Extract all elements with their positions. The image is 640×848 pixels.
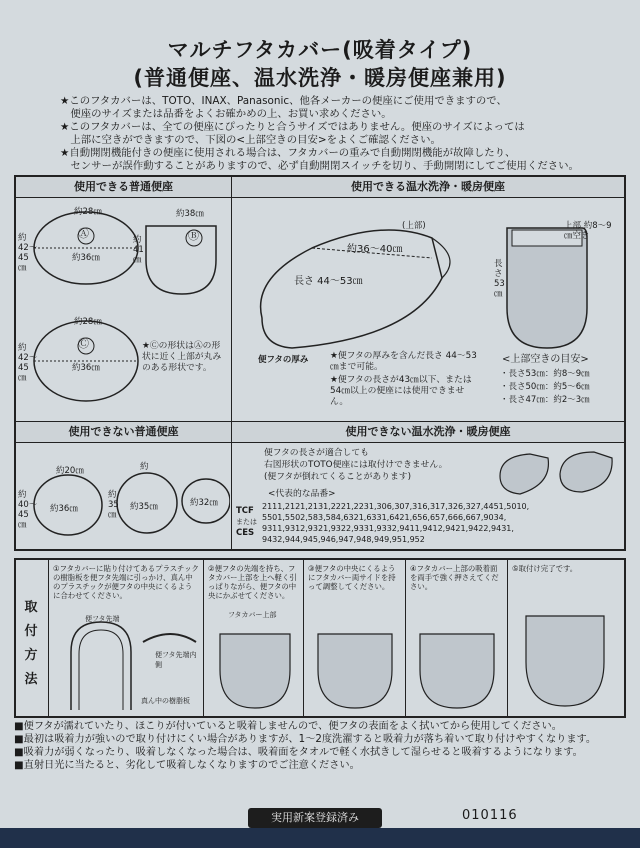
c-letter: Ⓒ: [78, 337, 89, 350]
a-width: 約36㎝: [72, 253, 100, 263]
install-step-5: [507, 560, 624, 716]
install-step-2: [203, 560, 303, 716]
tcf-line-2: 5501,5502,583,584,6321,6331,6421,656,657,666,667,9034,: [262, 513, 507, 522]
step-1-text: ①フタカバーに貼り付けてあるプラスチックの樹脂板を便フタ先端に引っかけ、真ん中のプラスチックが便フタの中央にくるように合わせてください。: [53, 564, 199, 600]
a-letter: Ⓐ: [78, 227, 89, 240]
note-line: ★このフタカバーは、全ての便座にぴったりと合うサイズではありません。便座のサイズによっては: [60, 121, 525, 133]
product-code: 010116: [462, 808, 518, 823]
gap-title: <上部空きの目安>: [502, 354, 589, 365]
c-shape-note: ★Ⓒの形状はⒶの形状に近く上部が丸みのある形状です。: [142, 341, 222, 373]
step-1-label-c: 真ん中の樹脂板: [141, 697, 190, 705]
step-5-text: ⑤取付け完了です。: [512, 564, 578, 573]
patent-badge: 実用新案登録済み: [248, 808, 382, 828]
a-height: 約42〜45㎝: [18, 233, 38, 273]
usable-washlet-panel: [232, 177, 624, 422]
s1-height: 約40〜45㎝: [18, 490, 38, 530]
step-2-drawing: [206, 630, 302, 710]
step-5-drawing: [510, 612, 620, 712]
models-title: <代表的な品番>: [268, 489, 336, 499]
a-top-width: 約28㎝: [74, 207, 102, 217]
footer-line: ■吸着力が弱くなったり、吸着しなくなった場合は、吸着面をタオルで軽く水拭きして湿らせると吸着するようになります。: [14, 747, 583, 758]
usable-regular-header: 使用できる普通便座: [16, 177, 231, 198]
washlet-top-label: (上部): [402, 221, 426, 231]
s2-width: 約35㎝: [130, 502, 158, 512]
note-line: センサーが誤作動することがありますので、必ず自動開閉スイッチを切り、手動開閉にしてご使用ください。: [60, 160, 579, 172]
or-label: または: [236, 518, 257, 526]
c-top-width: 約28㎝: [74, 317, 102, 327]
install-step-4: [405, 560, 507, 716]
install-label: 取付方法: [24, 600, 38, 687]
step-1-label-a: 便フタ先端: [85, 615, 120, 623]
usable-regular-panel: [16, 177, 232, 422]
size-chart: [14, 175, 626, 551]
c-width: 約36㎝: [72, 363, 100, 373]
note-line: ★このフタカバーは、TOTO、INAX、Panasonic、他各メーカーの便座にご使用できますので、: [60, 95, 507, 107]
s1-top-width: 約20㎝: [56, 466, 84, 476]
s3-width: 約32㎝: [190, 498, 218, 508]
step-2-text: ②便フタの先端を持ち、フタカバー上部を上へ軽く引っぱりながら、便フタの中央にかぶせてください。: [208, 564, 297, 600]
footer-line: ■最初は吸着力が強いので取り付けにくい場合がありますが、1〜2度洗濯すると吸着力が落ち着いて取り付けやすくなります。: [14, 734, 597, 745]
install-step-1: [48, 560, 203, 716]
ces-label: CES: [236, 528, 255, 538]
unusable-regular-header: 使用できない普通便座: [16, 422, 231, 443]
thickness-label: 便フタの厚み: [258, 355, 309, 365]
unusable-washlet-header: 使用できない温水洗浄・暖房便座: [232, 422, 624, 443]
usable-washlet-header: 使用できる温水洗浄・暖房便座: [232, 177, 624, 198]
desc-2: 右図形状のTOTO便座には取付けできません。: [264, 460, 448, 470]
desc-3: (便フタが倒れてくることがあります): [264, 472, 411, 482]
install-step-3: [303, 560, 405, 716]
s2-top-width: 約: [140, 462, 149, 472]
s1-width: 約36㎝: [50, 504, 78, 514]
step-4-text: ④フタカバー上部の吸着面を両手で強く押さえてください。: [410, 564, 499, 591]
step-4-drawing: [408, 630, 504, 710]
c-height: 約42〜45㎝: [18, 343, 38, 383]
side-top-gap: 上部 約8〜9㎝空き: [564, 221, 612, 241]
unusable-washlet-panel: [232, 422, 624, 549]
footer-line: ■直射日光に当たると、劣化して吸着しなくなりますのでご注意ください。: [14, 760, 360, 771]
gap-53: ・長さ53㎝：約8〜9㎝: [500, 369, 590, 379]
step-3-text: ③便フタの中央にくるようにフタカバー両サイドを持って調整してください。: [308, 564, 396, 591]
caution-notes: [60, 95, 620, 173]
gap-50: ・長さ50㎝：約5〜6㎝: [500, 382, 590, 392]
title-line1: マルチフタカバー(吸着タイプ): [167, 38, 473, 62]
washlet-length: 長さ 44〜53㎝: [294, 276, 363, 287]
b-top-width: 約38㎝: [176, 209, 204, 219]
washlet-note-2: ★便フタの長さが43㎝以下、または54㎝以上の便座には使用できません。: [330, 375, 472, 407]
ces-line-2: 9432,944,945,946,947,948,949,951,952: [262, 535, 425, 544]
usage-notes: [14, 720, 626, 772]
s2-height: 約35㎝: [108, 490, 119, 520]
footer-line: ■便フタが濡れていたり、ほこりが付いていると吸着しませんので、便フタの表面をよく拭いてから使用してください。: [14, 721, 562, 732]
step-2-label: フタカバー上部: [228, 611, 277, 619]
tcf-label: TCF: [236, 506, 254, 516]
desc-1: 便フタの長さが適合しても: [264, 448, 369, 458]
note-line: 便座のサイズまたは品番をよくお確かめの上、お買い求めください。: [60, 108, 392, 120]
washlet-note-1: ★便フタの厚みを含んだ長さ 44〜53㎝まで可能。: [330, 351, 477, 372]
note-line: ★自動開閉機能付きの便座に使用される場合は、フタカバーの重みで自動開閉機能が故障したり、: [60, 147, 516, 159]
unusable-regular-panel: [16, 422, 232, 549]
step-1-label-b: 便フタ先端内側: [155, 651, 197, 669]
ces-line-1: 9311,9312,9321,9322,9331,9332,9411,9412,9421,9422,9431,: [262, 524, 514, 533]
gap-47: ・長さ47㎝：約2〜3㎝: [500, 395, 590, 405]
b-height: 約41㎝: [133, 235, 144, 265]
title-line2: (普通便座、温水洗浄・暖房便座兼用): [133, 66, 507, 90]
b-letter: Ⓑ: [188, 229, 199, 242]
install-instructions: [14, 558, 626, 718]
side-length: 長さ53㎝: [494, 259, 505, 299]
bottom-edge: [0, 828, 640, 848]
note-line: 上部に空きができますので、下図の<上部空きの目安>をよくご確認ください。: [60, 134, 441, 146]
step-3-drawing: [306, 630, 402, 710]
washlet-width: 約36〜40㎝: [347, 244, 403, 255]
tcf-line-1: 2111,2121,2131,2221,2231,306,307,316,317,326,327,4451,5010,: [262, 502, 530, 511]
unusable-seat-shapes: [16, 443, 230, 547]
